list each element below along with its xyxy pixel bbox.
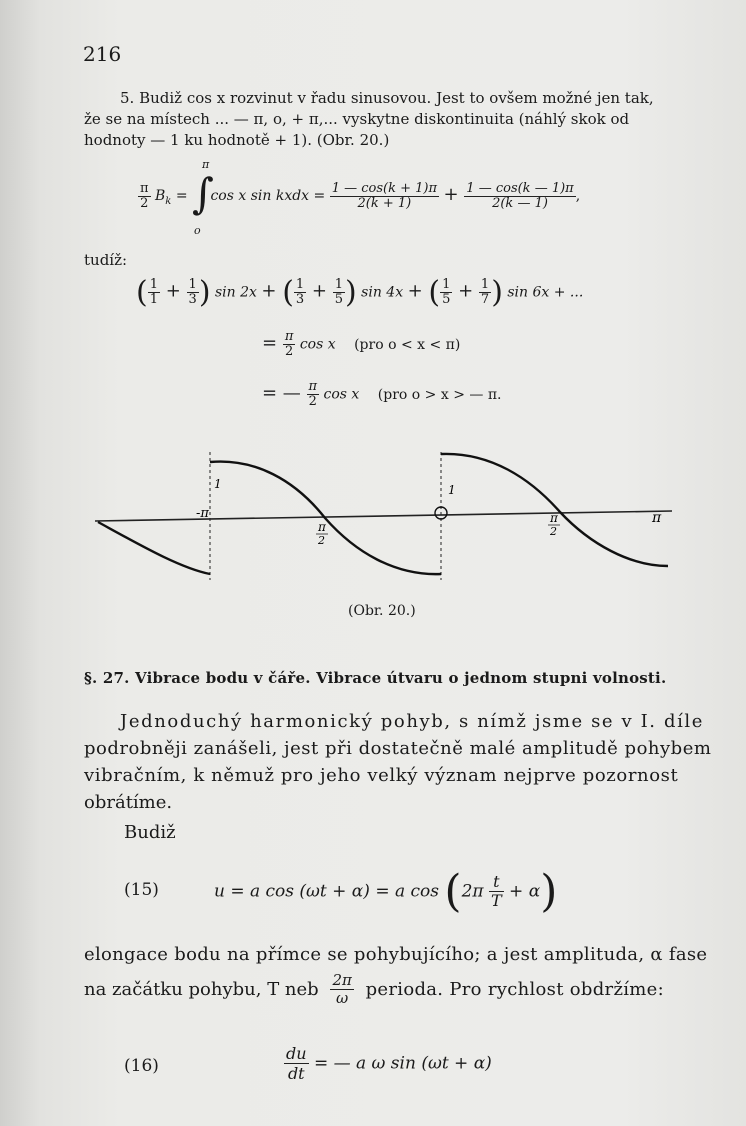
curve-left-tail	[98, 522, 210, 574]
integral-sign: ∫ π o	[192, 158, 214, 237]
tudiz-label: tudíž:	[84, 251, 128, 269]
section-heading: §. 27. Vibrace bodu v čáře. Vibrace útvaru o jednom stupni volnosti.	[84, 669, 667, 687]
eq16-number: (16)	[124, 1056, 159, 1076]
eq15-body: u = a cos (ωt + α) = a cos (2π $\frac{t}{T}$ + α)	[214, 866, 558, 917]
bk-equation: $\frac{\pi}{2}$ $B_k$ = ∫ π o cos x sin kxdx = $\frac{1 — \cos(k + 1)\pi}{2(k + 1)}$ + $\frac{1 — \cos(k — 1)\pi}{2(k — 1)}$ ,	[140, 158, 581, 237]
para1-line3: vibračním, k němuž pro jeho velký význam nejprve pozornost	[84, 765, 679, 786]
label-pi-half-2-num: π	[550, 511, 558, 525]
label-one-center: 1	[448, 483, 456, 497]
para1-line2: podrobněji zanášeli, jest při dostatečně malé amplitudě pohybem	[84, 738, 712, 759]
item5-line1: 5. Budiž cos x rozvinut v řadu sinusovou. Jest to ovšem možné jen tak,	[120, 89, 654, 107]
label-pi: π	[652, 510, 662, 526]
x-axis-line	[95, 511, 672, 521]
label-pi-half-1-num: π	[318, 520, 326, 534]
para1-line4: obrátíme.	[84, 792, 173, 813]
budiz: Budiž	[124, 822, 176, 843]
eq16-body: $\frac{du}{dt}$ = — a ω sin (ωt + α)	[286, 1044, 492, 1083]
term1-fraction: $\frac{1 — \cos(k + 1)\pi}{2(k + 1)}$	[331, 180, 438, 211]
para2-line2: na začátku pohybu, T neb $\frac{2\pi}{\omega}$ perioda. Pro rychlost obdržíme:	[84, 971, 664, 1007]
integrand: cos x sin kxdx	[210, 188, 310, 204]
figure-caption: (Obr. 20.)	[348, 603, 416, 619]
label-minus-pi: -π	[196, 506, 209, 521]
result-line1: = $\frac{\pi}{2}$ cos x (pro o < x < π)	[262, 329, 461, 359]
term2-fraction: $\frac{1 — \cos(k — 1)\pi}{2(k — 1)}$	[466, 180, 574, 211]
label-pi-half-1-den: 2	[318, 534, 325, 547]
page-number: 216	[83, 42, 122, 66]
series-equation: ( $\frac{1}{1}$ + $\frac{1}{3}$ ) sin 2x + ( $\frac{1}{3}$ + $\frac{1}{5}$ ) sin 4x + ( $\frac{1}{5}$ + $\frac{1}{7}$ ) sin 6x + ...	[136, 275, 584, 310]
lhs-fraction: $\frac{\pi}{2}$	[140, 180, 149, 211]
eq15-number: (15)	[124, 880, 159, 900]
curve-segment-2	[441, 454, 668, 566]
label-one-left: 1	[214, 477, 222, 491]
item5-line3: hodnoty — 1 ku hodnotě + 1). (Obr. 20.)	[84, 131, 390, 149]
figure-20-plot	[0, 440, 746, 600]
para2-line1: elongace bodu na přímce se pohybujícího; a jest amplituda, α fase	[84, 944, 708, 965]
item5-line2: že se na místech ... — π, o, + π,... vyskytne diskontinuita (náhlý skok od	[84, 110, 630, 128]
result-line2: = — $\frac{\pi}{2}$ cos x (pro o > x > — π.	[262, 379, 502, 409]
para1-line1: Jednoduchý harmonický pohyb, s nímž jsme se v I. díle	[120, 711, 705, 732]
label-pi-half-2-den: 2	[550, 525, 557, 538]
